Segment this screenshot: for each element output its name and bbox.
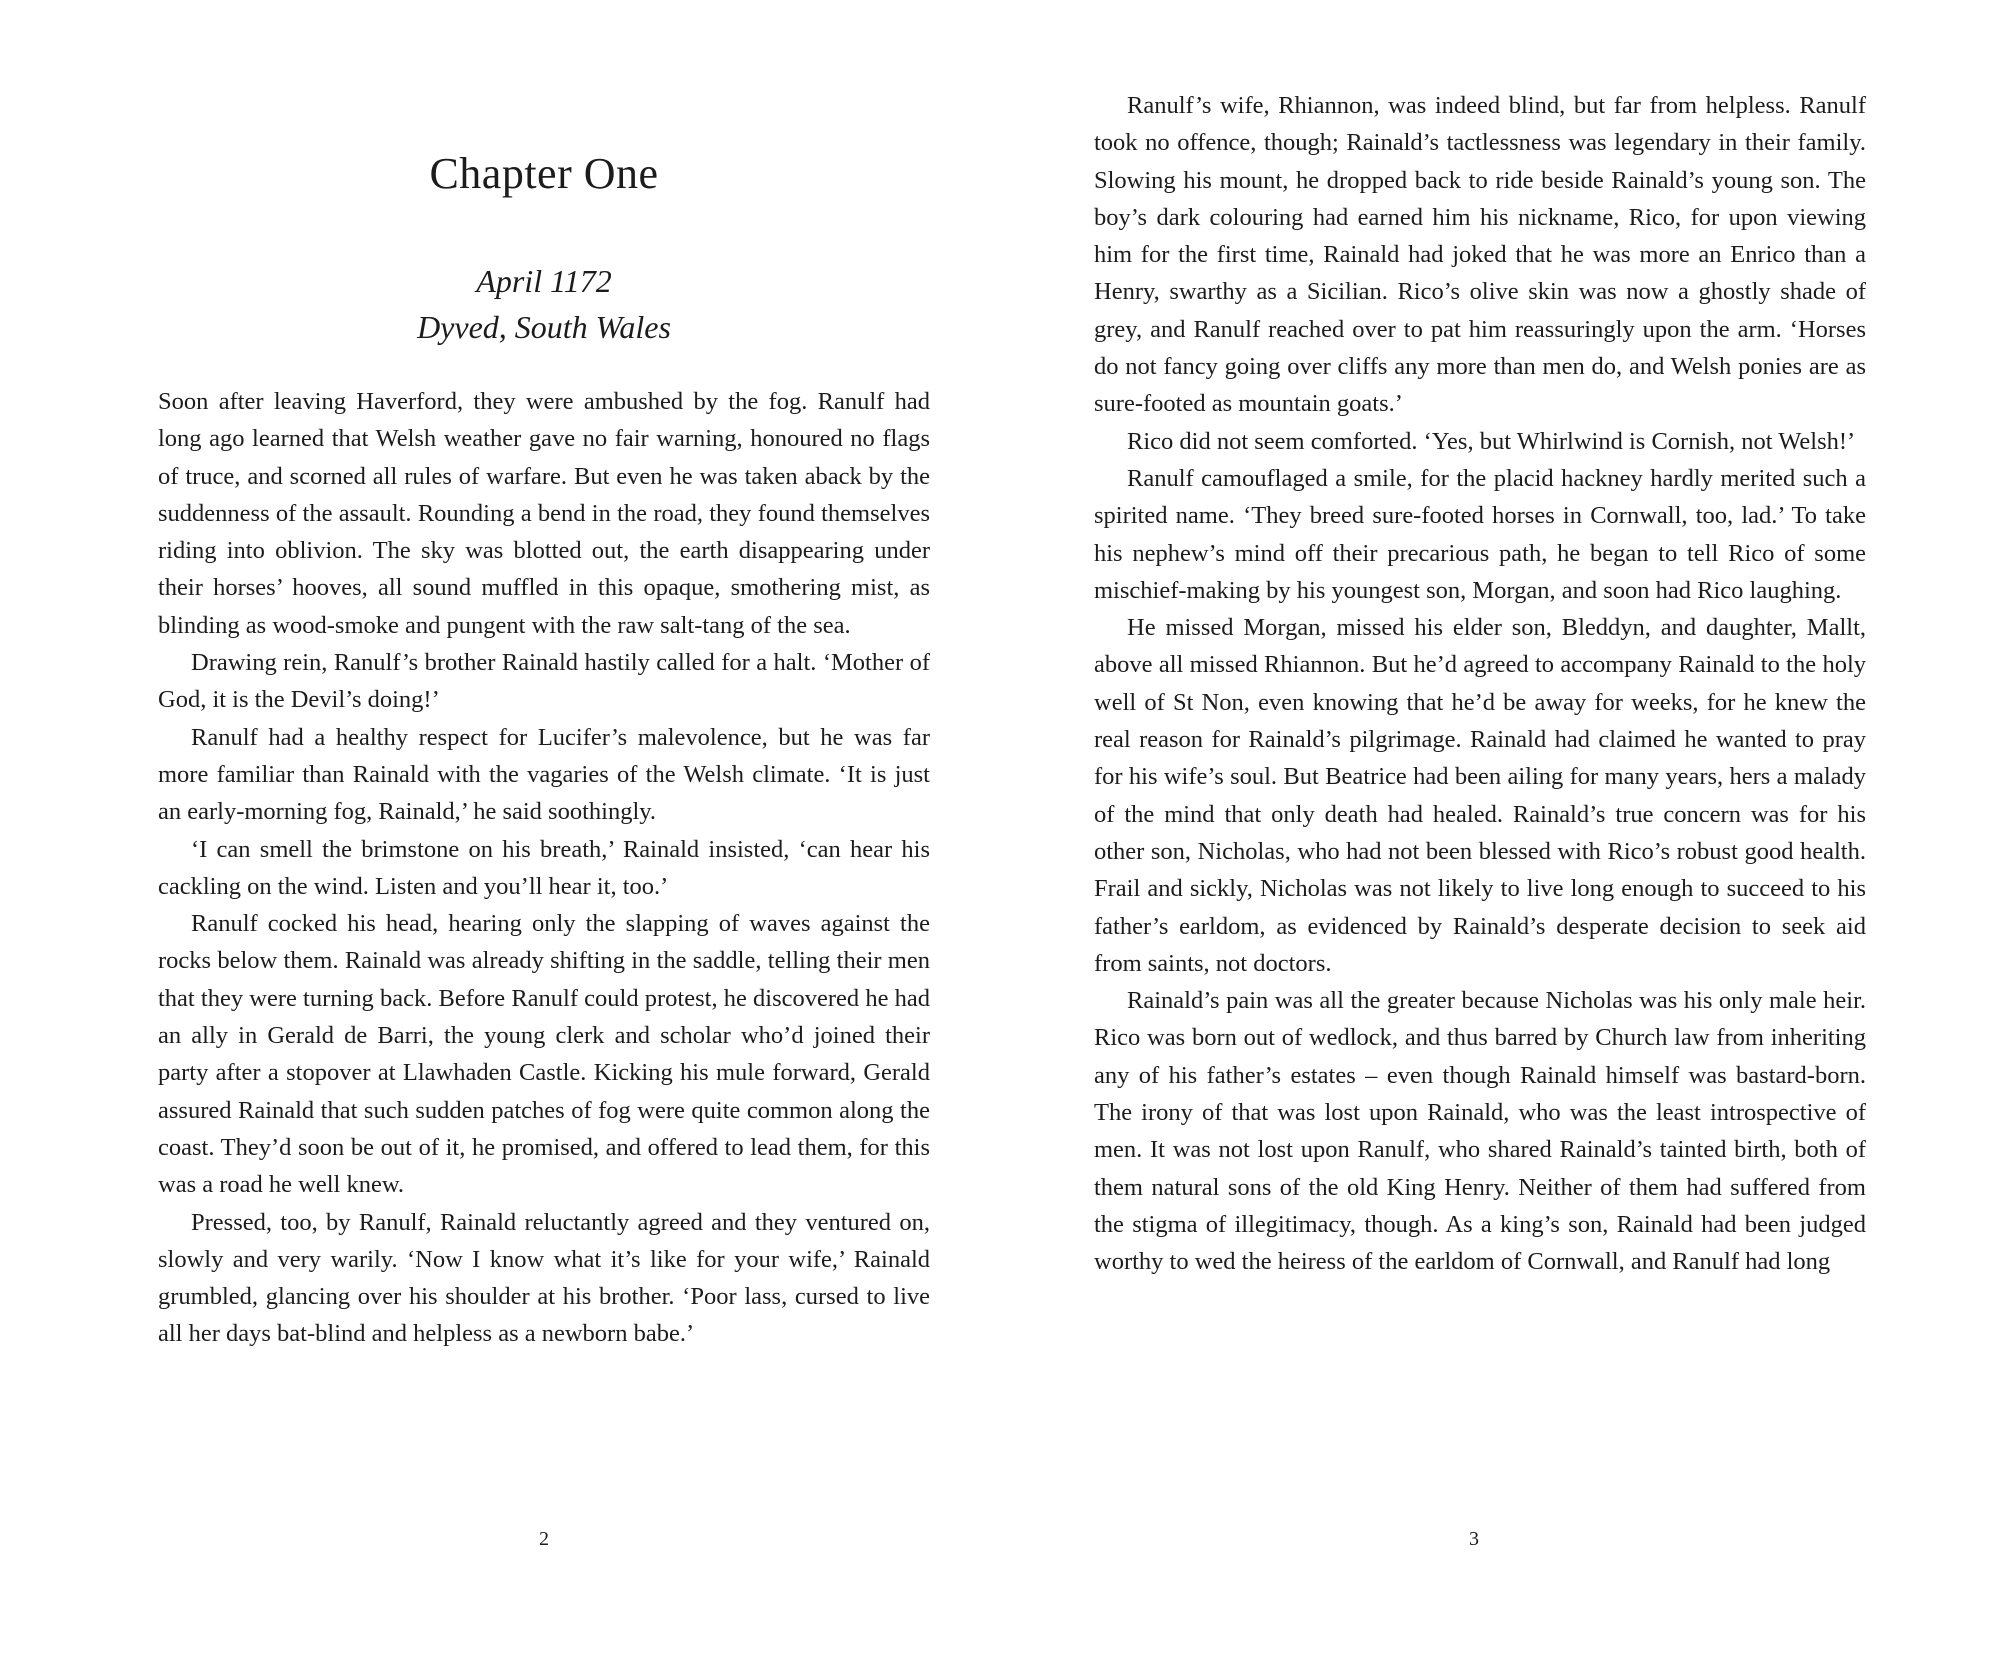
right-page	[1094, 0, 1866, 1665]
left-page-body	[158, 383, 930, 1353]
left-page	[158, 0, 930, 1665]
chapter-place: Dyved, South Wales	[417, 309, 671, 345]
paragraph: Ranulf camouflaged a smile, for the placid hackney hardly merited such a spirited name. ‘They breed sure-footed horses in Cornwall, too, lad.’ To take his nephew’s mind off their precarious path, he began to tell Rico of some mischief-making by his youngest son, Morgan, and soon had Rico laughing.	[1094, 464, 1866, 604]
paragraph: Ranulf cocked his head, hearing only the slapping of waves against the rocks below them. Rainald was already shifting in the saddle, telling their men that they were turning back. Before Ranulf could protest, he discovered he had an ally in Gerald de Barri, the young clerk and scholar who’d joined their party after a stopover at Llawhaden Castle. Kicking his mule forward, Gerald assured Rainald that such sudden patches of fog were quite common along the coast. They’d soon be out of it, he promised, and offered to lead them, for this was a road he well knew.	[158, 910, 930, 1199]
chapter-title: Chapter One	[429, 149, 659, 198]
chapter-date: April 1172	[476, 263, 612, 299]
paragraph: ‘I can smell the brimstone on his breath,’ Rainald insisted, ‘can hear his cackling on the wind. Listen and you’ll hear it, too.’	[158, 835, 930, 900]
page-number-left: 2	[539, 1528, 549, 1550]
paragraph: Ranulf had a healthy respect for Lucifer’s malevolence, but he was far more familiar than Rainald with the vagaries of the Welsh climate. ‘It is just an early-morning fog, Rainald,’ he said soothingly.	[158, 723, 930, 826]
paragraph: Drawing rein, Ranulf’s brother Rainald hastily called for a halt. ‘Mother of God, it is the Devil’s doing!’	[158, 649, 930, 714]
right-page-body	[1094, 87, 1866, 1281]
paragraph: Pressed, too, by Ranulf, Rainald reluctantly agreed and they ventured on, slowly and very warily. ‘Now I know what it’s like for your wife,’ Rainald grumbled, glancing over his shoulder at his brother. ‘Poor lass, cursed to live all her days bat-blind and helpless as a newborn babe.’	[158, 1208, 930, 1348]
paragraph: Ranulf’s wife, Rhiannon, was indeed blind, but far from helpless. Ranulf took no offence, though; Rainald’s tactlessness was legendary in their family. Slowing his mount, he dropped back to ride beside Rainald’s young son. The boy’s dark colouring had earned him his nickname, Rico, for upon viewing him for the first time, Rainald had joked that he was more an Enrico than a Henry, swarthy as a Sicilian. Rico’s olive skin was now a ghostly shade of grey, and Ranulf reached over to pat him reassuringly upon the arm. ‘Horses do not fancy going over cliffs any more than men do, and Welsh ponies are as sure-footed as mountain goats.’	[1094, 92, 1866, 418]
paragraph: He missed Morgan, missed his elder son, Bleddyn, and daughter, Mallt, above all missed Rhiannon. But he’d agreed to accompany Rainald to the holy well of St Non, even knowing that he’d be away for weeks, for he knew the real reason for Rainald’s pilgrimage. Rainald had claimed he wanted to pray for his wife’s soul. But Beatrice had been ailing for many years, hers a malady of the mind that only death had healed. Rainald’s true concern was for his other son, Nicholas, who had not been blessed with Rico’s robust good health. Frail and sickly, Nicholas was not likely to live long enough to succeed to his father’s earldom, as evidenced by Rainald’s desperate decision to seek aid from saints, not doctors.	[1094, 614, 1866, 977]
paragraph: Rainald’s pain was all the greater because Nicholas was his only male heir. Rico was born out of wedlock, and thus barred by Church law from inheriting any of his father’s estates – even though Rainald himself was bastard-born. The irony of that was lost upon Rainald, who was the least introspective of men. It was not lost upon Ranulf, who shared Rainald’s tainted birth, both of them natural sons of the old King Henry. Neither of them had suffered from the stigma of illegitimacy, though. As a king’s son, Rainald had been judged worthy to wed the heiress of the earldom of Cornwall, and Ranulf had long	[1094, 987, 1866, 1276]
paragraph: Soon after leaving Haverford, they were ambushed by the fog. Ranulf had long ago learned that Welsh weather gave no fair warning, honoured no flags of truce, and scorned all rules of warfare. But even he was taken aback by the suddenness of the assault. Rounding a bend in the road, they found themselves riding into oblivion. The sky was blotted out, the earth disappearing under their horses’ hooves, all sound muffled in this opaque, smothering mist, as blinding as wood-smoke and pungent with the raw salt-tang of the sea.	[158, 388, 930, 639]
page-number-right: 3	[1469, 1528, 1479, 1550]
chapter-dateline	[158, 258, 930, 350]
paragraph: Rico did not seem comforted. ‘Yes, but Whirlwind is Cornish, not Welsh!’	[1127, 427, 1856, 455]
